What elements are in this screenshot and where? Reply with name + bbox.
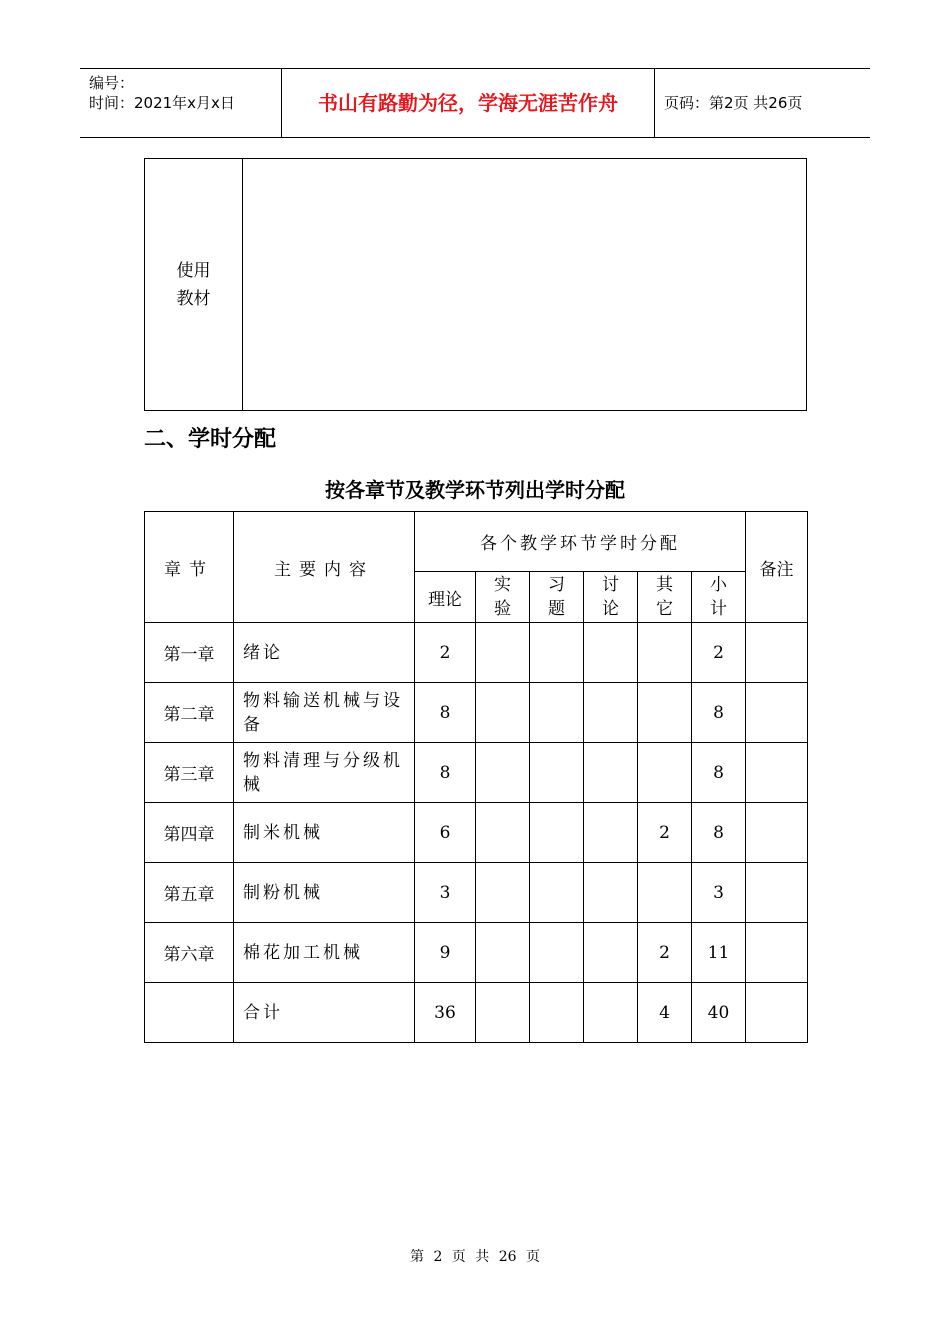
cell-lab — [476, 983, 530, 1043]
subheader-discussion: 讨 论 — [584, 572, 638, 623]
cell-chapter: 第六章 — [145, 923, 234, 983]
header-time: 时间：2021年x月x日 — [89, 94, 235, 112]
subheader-subtotal: 小 计 — [692, 572, 746, 623]
cell-remark — [746, 803, 808, 863]
subheader-lab: 实 验 — [476, 572, 530, 623]
cell-chapter: 第一章 — [145, 623, 234, 683]
cell-theory: 6 — [415, 803, 476, 863]
cell-discussion — [584, 923, 638, 983]
cell-subtotal: 2 — [692, 623, 746, 683]
header-number: 编号： — [89, 74, 135, 92]
subheader-theory: 理论 — [415, 572, 476, 623]
cell-chapter: 第三章 — [145, 743, 234, 803]
page-footer: 第 2 页 共 26 页 — [410, 1249, 540, 1265]
textbook-value — [243, 159, 807, 411]
cell-content: 棉花加工机械 — [234, 923, 415, 983]
cell-remark — [746, 683, 808, 743]
cell-exercise — [530, 803, 584, 863]
header-meta — [80, 69, 282, 137]
textbook-table — [144, 158, 807, 411]
cell-subtotal: 11 — [692, 923, 746, 983]
cell-theory: 8 — [415, 683, 476, 743]
hours-table — [144, 511, 808, 1043]
cell-discussion — [584, 623, 638, 683]
cell-chapter: 第五章 — [145, 863, 234, 923]
cell-chapter: 第二章 — [145, 683, 234, 743]
cell-theory: 3 — [415, 863, 476, 923]
cell-theory: 2 — [415, 623, 476, 683]
cell-exercise — [530, 743, 584, 803]
table-row — [145, 683, 808, 743]
cell-subtotal: 8 — [692, 743, 746, 803]
cell-remark — [746, 923, 808, 983]
cell-remark — [746, 863, 808, 923]
header-page-info: 页码：第2页 共26页 — [664, 94, 803, 112]
cell-lab — [476, 803, 530, 863]
cell-other — [638, 743, 692, 803]
textbook-label: 使用 教材 — [145, 159, 243, 411]
cell-exercise — [530, 623, 584, 683]
cell-subtotal: 3 — [692, 863, 746, 923]
table-row — [145, 623, 808, 683]
cell-other: 2 — [638, 803, 692, 863]
cell-content: 物料输送机械与设备 — [234, 683, 415, 743]
table-row-total — [145, 983, 808, 1043]
cell-other — [638, 863, 692, 923]
cell-lab — [476, 683, 530, 743]
cell-exercise — [530, 863, 584, 923]
cell-other: 2 — [638, 923, 692, 983]
cell-other — [638, 623, 692, 683]
table-row — [145, 803, 808, 863]
cell-subtotal: 8 — [692, 803, 746, 863]
cell-other: 4 — [638, 983, 692, 1043]
cell-content: 绪论 — [234, 623, 415, 683]
header-chapter: 章节 — [145, 512, 234, 623]
cell-remark — [746, 983, 808, 1043]
cell-content: 制米机械 — [234, 803, 415, 863]
cell-theory: 8 — [415, 743, 476, 803]
cell-exercise — [530, 983, 584, 1043]
table-row — [145, 743, 808, 803]
cell-lab — [476, 743, 530, 803]
table-row — [145, 923, 808, 983]
table-row — [145, 863, 808, 923]
header-motto: 书山有路勤为径，学海无涯苦作舟 — [282, 69, 655, 137]
cell-content: 物料清理与分级机械 — [234, 743, 415, 803]
cell-subtotal: 8 — [692, 683, 746, 743]
cell-discussion — [584, 983, 638, 1043]
section-title: 二、学时分配 — [144, 426, 277, 452]
cell-subtotal: 40 — [692, 983, 746, 1043]
subheader-exercise: 习 题 — [530, 572, 584, 623]
cell-content: 制粉机械 — [234, 863, 415, 923]
subheader-other: 其 它 — [638, 572, 692, 623]
header-hours-group: 各个教学环节学时分配 — [415, 512, 746, 572]
cell-content: 合计 — [234, 983, 415, 1043]
cell-remark — [746, 623, 808, 683]
cell-chapter: 第四章 — [145, 803, 234, 863]
cell-chapter — [145, 983, 234, 1043]
cell-exercise — [530, 683, 584, 743]
header-remark: 备注 — [746, 512, 808, 623]
cell-discussion — [584, 683, 638, 743]
cell-discussion — [584, 803, 638, 863]
cell-exercise — [530, 923, 584, 983]
page-header — [80, 68, 870, 138]
cell-lab — [476, 923, 530, 983]
cell-discussion — [584, 863, 638, 923]
cell-remark — [746, 743, 808, 803]
cell-theory: 36 — [415, 983, 476, 1043]
table-title: 按各章节及教学环节列出学时分配 — [325, 478, 625, 502]
cell-lab — [476, 623, 530, 683]
cell-lab — [476, 863, 530, 923]
header-content: 主要内容 — [234, 512, 415, 623]
cell-discussion — [584, 743, 638, 803]
cell-theory: 9 — [415, 923, 476, 983]
cell-other — [638, 683, 692, 743]
